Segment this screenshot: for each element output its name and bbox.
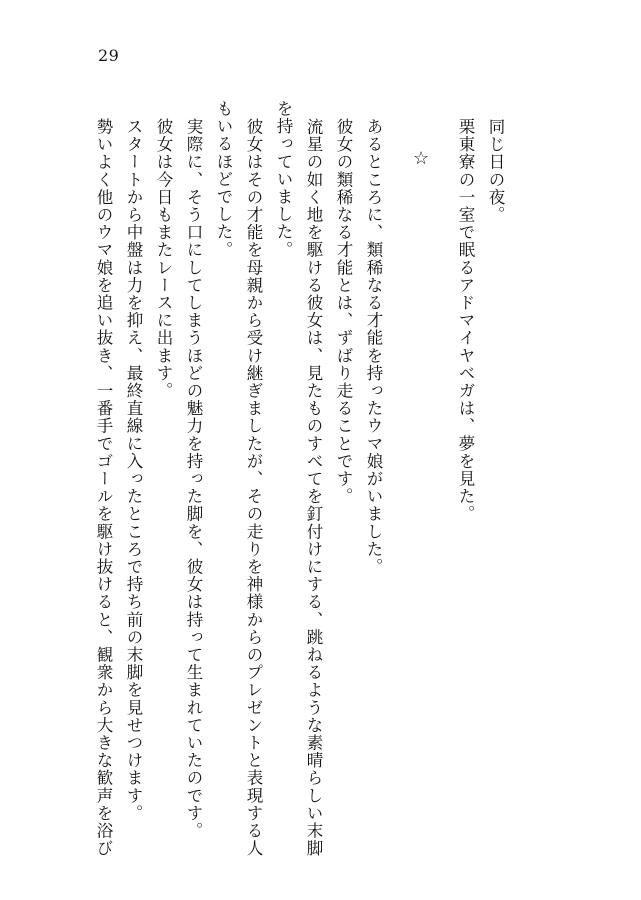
text-line-8: もいるほどでした。 <box>214 100 233 259</box>
text-line-10: 彼女は今日もまたレースに出ます。 <box>154 118 173 400</box>
text-line-6: を持っていました。 <box>274 100 293 259</box>
text-line-7: 彼女はその才能を母親から受け継ぎましたが、その走りを神様からのプレゼントと表現する人 <box>244 118 263 858</box>
text-line-11: スタートから中盤は力を抑え、最終直線に入ったところで持ち前の末脚を見せつけます。 <box>124 118 143 822</box>
text-line-5: 流星の如く地を駆ける彼女は、見たものすべてを釘付けにする、跳ねるような素晴らしい末脚 <box>304 118 323 858</box>
text-line-12: 勢いよく他のウマ娘を追い抜き、一番手でゴールを駆け抜けると、観衆から大きな歓声を浴び <box>94 118 113 858</box>
vertical-body-text <box>94 100 536 858</box>
page-number: 29 <box>98 46 120 65</box>
text-line-4: 彼女の類稀なる才能とは、ずばり走ることです。 <box>334 118 353 506</box>
text-line-1: 同じ日の夜。 <box>486 118 505 224</box>
text-line-3: あるところに、類稀なる才能を持ったウマ娘がいました。 <box>364 118 383 576</box>
text-line-2: 栗東寮の一室で眠るアドマイヤベガは、夢を見た。 <box>456 118 475 523</box>
scene-break-star: ☆ <box>413 148 430 169</box>
text-line-9: 実際に、そう口にしてしまうほどの魅力を持った脚を、彼女は持って生まれていたのです。 <box>184 118 203 840</box>
